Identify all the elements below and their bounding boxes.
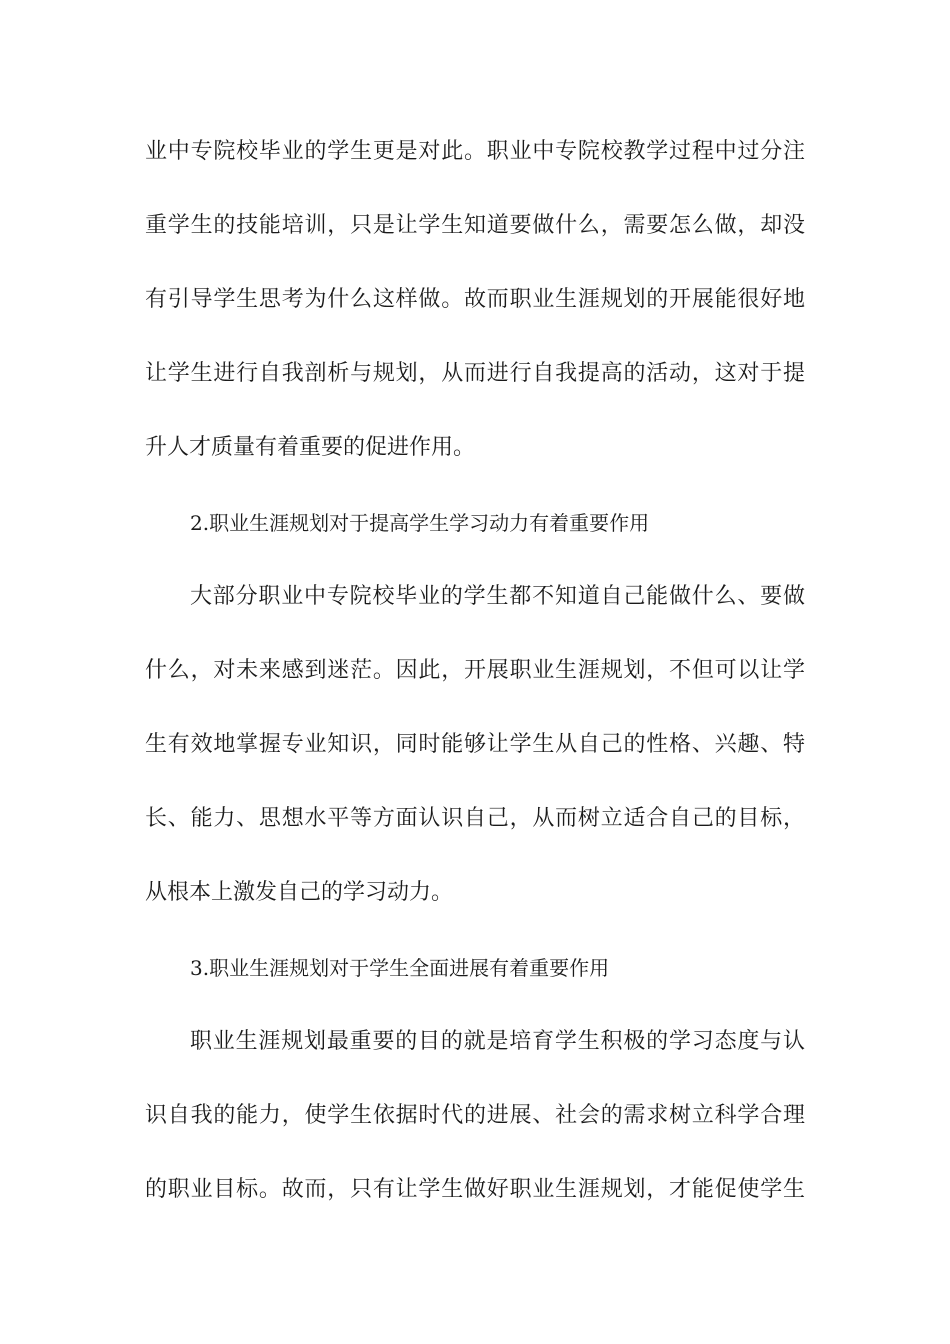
body-text-line: 识自我的能力，使学生依据时代的进展、社会的需求树立科学合理	[145, 1103, 805, 1128]
body-text-line: 生有效地掌握专业知识，同时能够让学生从自己的性格、兴趣、特	[145, 732, 805, 757]
body-text-line: 有引导学生思考为什么这样做。故而职业生涯规划的开展能很好地	[145, 287, 805, 312]
body-text-line: 从根本上激发自己的学习动力。	[145, 880, 454, 905]
body-text-line: 大部分职业中专院校毕业的学生都不知道自己能做什么、要做	[190, 584, 805, 609]
body-text-line: 什么，对未来感到迷茫。因此，开展职业生涯规划，不但可以让学	[145, 658, 805, 683]
body-text-line: 让学生进行自我剖析与规划，从而进行自我提高的活动，这对于提	[145, 361, 805, 386]
body-text-line: 职业生涯规划最重要的目的就是培育学生积极的学习态度与认	[190, 1029, 805, 1054]
body-text-line: 长、能力、思想水平等方面认识自己，从而树立适合自己的目标，	[145, 806, 805, 831]
body-text-line: 业中专院校毕业的学生更是对此。职业中专院校教学过程中过分注	[145, 139, 805, 164]
section-heading: 2.职业生涯规划对于提高学生学习动力有着重要作用	[190, 511, 650, 535]
section-heading: 3.职业生涯规划对于学生全面进展有着重要作用	[190, 956, 610, 980]
body-text-line: 升人才质量有着重要的促进作用。	[145, 435, 476, 460]
body-text-line: 重学生的技能培训，只是让学生知道要做什么，需要怎么做，却没	[145, 213, 805, 238]
body-text-line: 的职业目标。故而，只有让学生做好职业生涯规划，才能促使学生	[145, 1177, 805, 1202]
